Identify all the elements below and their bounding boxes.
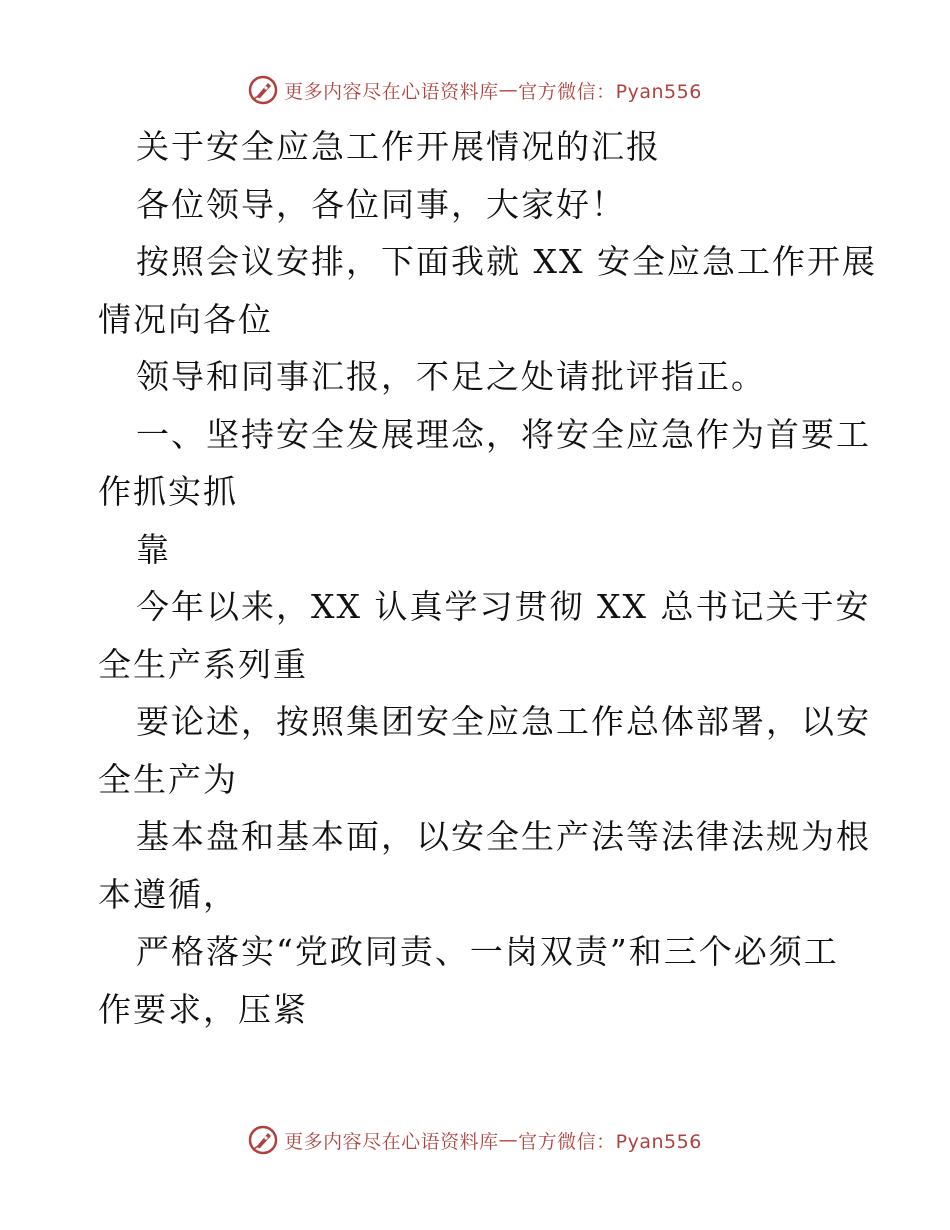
text-line: 按照会议安排，下面我就 XX 安全应急工作开展 [136,242,877,281]
text-line: 要论述，按照集团安全应急工作总体部署，以安 [136,702,871,741]
watermark-text: 更多内容尽在心语资料库 [284,80,499,103]
text-line: 作要求，压紧 [98,989,308,1029]
text-line: 本遵循， [98,874,238,914]
watermark-text: 更多内容尽在心语资料库 [284,1130,499,1153]
footer-watermark [0,1120,950,1160]
text-line: 严格落实“党政同责、一岗双责”和三个必须工 [136,932,839,971]
text-line: 作抓实抓 [98,472,238,511]
text-line: 基本盘和基本面，以安全生产法等法律法规为根 [136,817,871,856]
header-watermark [0,70,950,110]
text-line: 全生产为 [98,759,238,799]
watermark-separator: — [498,79,519,101]
text-line: 靠 [136,529,171,569]
text-line: 关于安全应急工作开展情况的汇报 [136,127,661,166]
document-body [98,118,877,1038]
text-line: 情况向各位 [98,299,273,339]
pen-nib-logo-icon [248,75,278,105]
text-line: 今年以来，XX 认真学习贯彻 XX 总书记关于安 [136,587,871,626]
watermark-suffix: 官方微信：Pyan556 [518,1130,702,1153]
watermark-suffix: 官方微信：Pyan556 [518,80,702,103]
pen-nib-logo-icon [248,1125,278,1155]
text-line: 各位领导，各位同事，大家好！ [136,184,626,224]
text-line: 领导和同事汇报，不足之处请批评指正。 [136,357,766,396]
text-line: 一、坚持安全发展理念，将安全应急作为首要工 [136,414,871,454]
text-line: 全生产系列重 [98,644,308,684]
watermark-separator: — [498,1129,519,1151]
